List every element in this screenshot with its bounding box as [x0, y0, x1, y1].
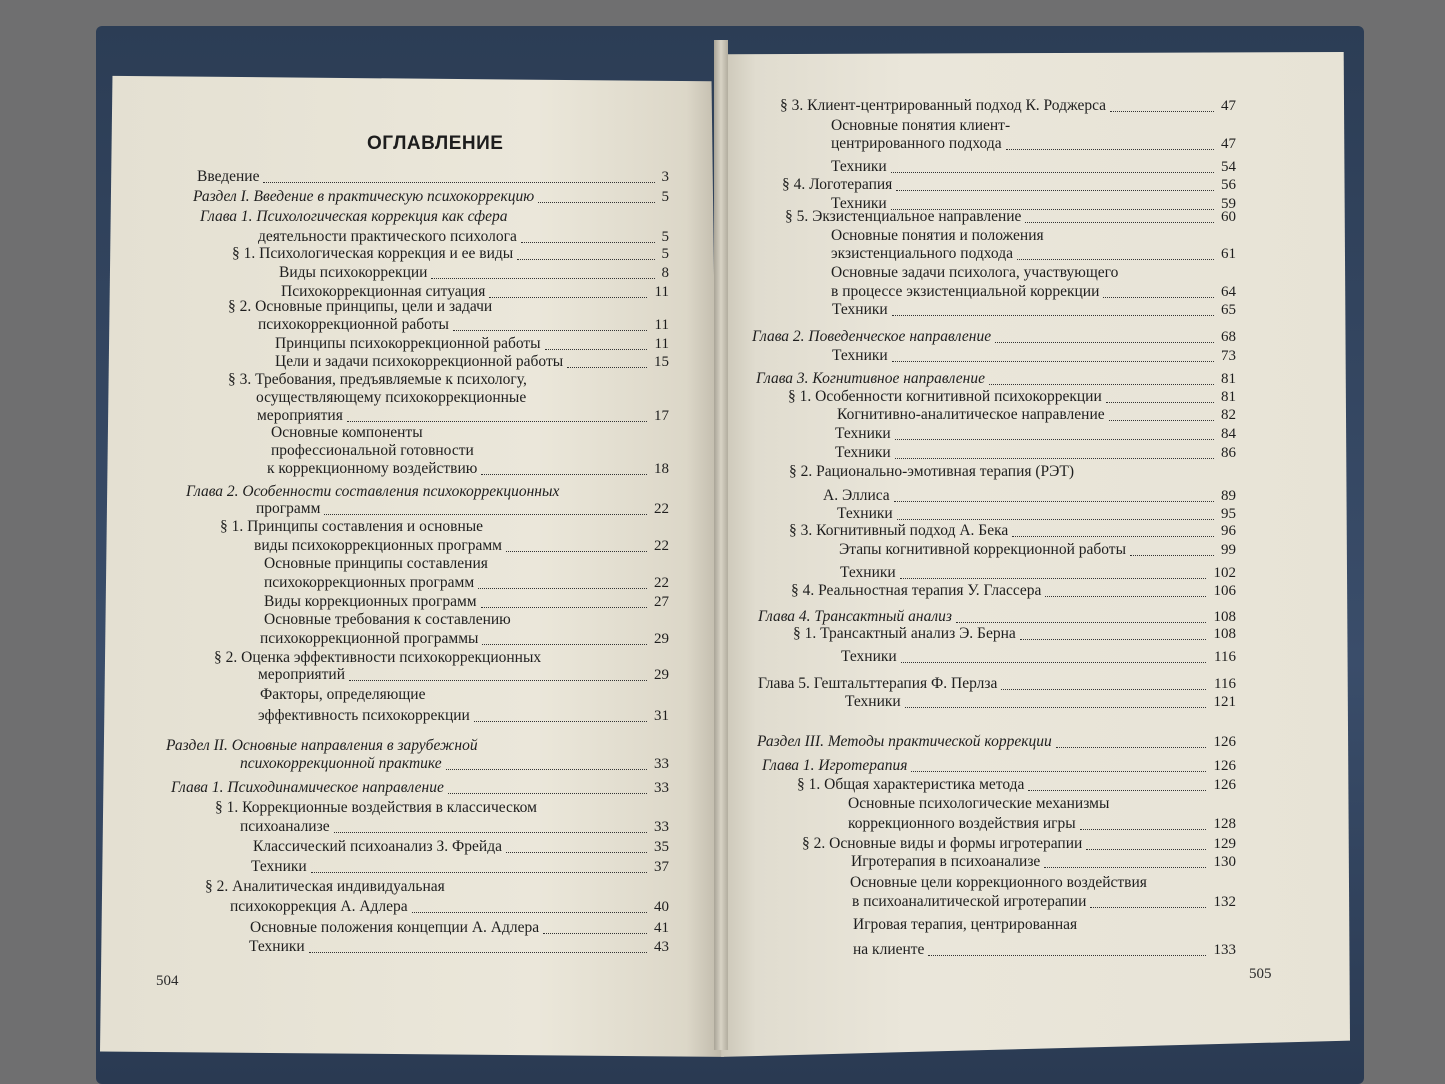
toc-entry-text: центрированного подхода	[831, 135, 1002, 152]
toc-entry-text: § 3. Когнитивный подход А. Бека	[789, 522, 1009, 539]
toc-page-number: 11	[654, 284, 669, 300]
toc-entry-text: § 4. Реальностная терапия У. Глассера	[791, 582, 1042, 599]
dot-leader	[1028, 790, 1206, 791]
toc-entry-text: § 4. Логотерапия	[782, 176, 893, 193]
toc-entry-text: Раздел II. Основные направления в зарубежной	[166, 737, 478, 754]
toc-entry-text: Основные психологические механизмы	[848, 795, 1110, 812]
toc-entry-text: психокоррекционной работы	[258, 316, 449, 333]
toc-page-number: 5	[661, 229, 669, 245]
dot-leader	[474, 721, 647, 722]
toc-entry-text: Техники	[835, 444, 891, 461]
toc-entry-text: Техники	[831, 195, 887, 212]
toc-entry-text: к коррекционному воздействию	[267, 460, 478, 477]
toc-entry-text: Этапы когнитивной коррекционной работы	[839, 541, 1126, 558]
toc-entry-text: Глава 3. Когнитивное направление	[756, 370, 986, 387]
toc-page-number: 126	[1213, 734, 1236, 750]
dot-leader	[911, 771, 1206, 772]
toc-entry-text: Основные требования к составлению	[264, 611, 511, 628]
toc-entry-text: Основные цели коррекционного воздействия	[850, 874, 1147, 891]
toc-entry-text: § 1. Трансактный анализ Э. Берна	[793, 625, 1016, 642]
dot-leader	[895, 439, 1214, 440]
dot-leader	[896, 190, 1214, 191]
toc-page-number: 89	[1221, 488, 1236, 504]
dot-leader	[928, 955, 1206, 956]
toc-entry-text: § 1. Принципы составления и основные	[220, 518, 484, 535]
toc-page-number: 5	[661, 246, 669, 262]
dot-leader	[324, 514, 647, 515]
dot-leader	[995, 342, 1214, 343]
toc-page-number: 47	[1221, 98, 1236, 114]
toc-page-number: 73	[1221, 348, 1236, 364]
toc-entry-text: Виды коррекционных программ	[264, 593, 477, 610]
dot-leader	[349, 680, 647, 681]
toc-entry-text: § 1. Общая характеристика метода	[797, 776, 1025, 793]
toc-entry-text: Глава 5. Гештальттерапия Ф. Перлза	[758, 675, 998, 692]
toc-page-number: 47	[1221, 136, 1236, 152]
dot-leader	[897, 519, 1214, 520]
toc-entry-text: Глава 4. Трансактный анализ	[758, 608, 952, 625]
toc-page-number: 27	[654, 594, 669, 610]
toc-entry-text: коррекционного воздействия игры	[848, 815, 1076, 832]
dot-leader	[1080, 829, 1206, 830]
toc-page-number: 40	[654, 899, 669, 915]
toc-page-number: 61	[1221, 246, 1236, 262]
toc-page-number: 81	[1221, 389, 1236, 405]
toc-entry-text: § 5. Экзистенциальное направление	[785, 208, 1022, 225]
toc-entry-text: эффективность психокоррекции	[258, 707, 470, 724]
toc-page-number: 86	[1221, 445, 1236, 461]
toc-entry-text: Техники	[251, 858, 307, 875]
toc-entry-text: § 1. Коррекционные воздействия в классическом	[215, 799, 537, 816]
toc-entry-text: психокоррекционной практике	[240, 755, 442, 772]
dot-leader	[905, 707, 1206, 708]
dot-leader	[481, 607, 647, 608]
toc-entry-text: А. Эллиса	[823, 487, 890, 504]
toc-page-number: 37	[654, 859, 669, 875]
toc-entry-text: Техники	[837, 505, 893, 522]
dot-leader	[334, 832, 647, 833]
toc-entry-text: на клиенте	[853, 941, 925, 958]
toc-page-number: 95	[1221, 506, 1236, 522]
toc-entry-text: Техники	[832, 301, 888, 318]
toc-entry-text: психокоррекционной программы	[260, 630, 479, 647]
toc-page-number: 84	[1221, 426, 1236, 442]
dot-leader	[1090, 907, 1206, 908]
dot-leader	[448, 793, 647, 794]
toc-page-number: 106	[1213, 583, 1236, 599]
toc-entry-text: Глава 2. Особенности составления психокоррекционных	[186, 483, 560, 500]
dot-leader	[446, 769, 647, 770]
dot-leader	[431, 278, 655, 279]
toc-page-number: 126	[1213, 777, 1236, 793]
toc-entry-text: деятельности практического психолога	[258, 228, 517, 245]
toc-entry-text: мероприятий	[258, 666, 346, 683]
toc-entry-text: Техники	[840, 564, 896, 581]
toc-page-number: 68	[1221, 329, 1236, 345]
toc-entry-text: психокоррекция А. Адлера	[230, 898, 408, 915]
toc-entry-text: Игротерапия в психоанализе	[851, 853, 1041, 870]
dot-leader	[309, 952, 647, 953]
toc-entry-text: § 1. Особенности когнитивной психокоррекции	[788, 388, 1102, 405]
dot-leader	[1001, 689, 1206, 690]
toc-entry-text: виды психокоррекционных программ	[254, 537, 502, 554]
toc-entry-text: Техники	[832, 347, 888, 364]
toc-page-number: 33	[654, 780, 669, 796]
dot-leader	[1012, 536, 1214, 537]
toc-entry-text: Техники	[249, 938, 305, 955]
toc-entry-text: Психокоррекционная ситуация	[281, 283, 486, 300]
toc-entry-text: профессиональной готовности	[271, 442, 474, 459]
toc-page-number: 35	[654, 839, 669, 855]
toc-entry-text: Техники	[831, 158, 887, 175]
toc-entry-text: Раздел III. Методы практической коррекции	[757, 733, 1052, 750]
toc-entry-text: Основные понятия и положения	[831, 227, 1044, 244]
toc-page-number: 22	[654, 501, 669, 517]
toc-entry-text: § 3. Клиент-центрированный подход К. Роджерса	[780, 97, 1107, 114]
toc-entry-text: Основные понятия клиент-	[831, 117, 1011, 134]
toc-entry-text: Глава 1. Психодинамическое направление	[171, 779, 444, 796]
toc-page-number: 54	[1221, 159, 1236, 175]
dot-leader	[347, 421, 647, 422]
toc-page-number: 33	[654, 819, 669, 835]
toc-entry-text: психокоррекционных программ	[264, 574, 475, 591]
toc-entry-text: Основные положения концепции А. Адлера	[250, 919, 540, 936]
toc-page-number: 130	[1213, 854, 1236, 870]
toc-page-number: 11	[654, 317, 669, 333]
toc-entry-text: мероприятия	[257, 407, 343, 424]
toc-title: ОГЛАВЛЕНИЕ	[367, 133, 504, 154]
toc-page-number: 99	[1221, 542, 1236, 558]
toc-page-number: 132	[1213, 894, 1236, 910]
dot-leader	[506, 551, 647, 552]
dot-leader	[1020, 639, 1206, 640]
toc-page-number: 60	[1221, 209, 1236, 225]
toc-page-number: 8	[661, 265, 669, 281]
toc-entry-text: Основные компоненты	[271, 424, 423, 441]
toc-page-number: 18	[654, 461, 669, 477]
toc-page-number: 102	[1213, 565, 1236, 581]
toc-page-number: 121	[1213, 694, 1236, 710]
toc-entry-text: в процессе экзистенциальной коррекции	[831, 283, 1100, 300]
toc-entry-text: программ	[256, 500, 321, 517]
dot-leader	[1044, 867, 1206, 868]
dot-leader	[453, 330, 647, 331]
dot-leader	[263, 182, 655, 183]
toc-page-number: 3	[661, 169, 669, 185]
toc-entry-text: Глава 1. Игротерапия	[762, 757, 908, 774]
toc-page-number: 17	[654, 408, 669, 424]
dot-leader	[891, 172, 1214, 173]
toc-entry-text: Факторы, определяющие	[260, 686, 426, 703]
dot-leader	[1025, 222, 1214, 223]
toc-entry-text: экзистенциального подхода	[831, 245, 1013, 262]
toc-page-number: 64	[1221, 284, 1236, 300]
dot-leader	[311, 872, 647, 873]
dot-leader	[892, 361, 1214, 362]
toc-entry-text: Основные принципы составления	[264, 555, 488, 572]
toc-entry-text: § 2. Основные принципы, цели и задачи	[228, 298, 493, 315]
toc-page-number: 5	[661, 189, 669, 205]
toc-page-number: 108	[1213, 609, 1236, 625]
toc-entry-text: Введение	[197, 168, 260, 185]
toc-page-number: 31	[654, 708, 669, 724]
toc-page-number: 129	[1213, 836, 1236, 852]
toc-page-number: 29	[654, 667, 669, 683]
toc-page-number: 65	[1221, 302, 1236, 318]
toc-entry-text: § 2. Рационально-эмотивная терапия (РЭТ)	[789, 463, 1075, 480]
dot-leader	[412, 912, 647, 913]
toc-page-number: 126	[1213, 758, 1236, 774]
dot-leader	[1086, 849, 1206, 850]
toc-page-number: 41	[654, 920, 669, 936]
dot-leader	[1006, 149, 1214, 150]
toc-page-number: 56	[1221, 177, 1236, 193]
toc-entry-text: § 2. Основные виды и формы игротерапии	[802, 835, 1083, 852]
toc-entry-text: Техники	[835, 425, 891, 442]
toc-page-number: 96	[1221, 523, 1236, 539]
toc-entry-text: Игровая терапия, центрированная	[853, 916, 1078, 933]
toc-page-number: 15	[654, 354, 669, 370]
toc-entry-text: в психоаналитической игротерапии	[852, 893, 1087, 910]
toc-entry-text: Принципы психокоррекционной работы	[275, 335, 541, 352]
dot-leader	[478, 588, 647, 589]
toc-page-number: 133	[1213, 942, 1236, 958]
dot-leader	[1017, 259, 1214, 260]
toc-page-number: 33	[654, 756, 669, 772]
toc-entry-text: Техники	[841, 648, 897, 665]
dot-leader	[894, 501, 1214, 502]
toc-entry-text: Глава 2. Поведенческое направление	[752, 328, 992, 345]
toc-page-number: 59	[1221, 196, 1236, 212]
toc-entry-text: Виды психокоррекции	[279, 264, 428, 281]
toc-page-number: 128	[1213, 816, 1236, 832]
dot-leader	[1045, 596, 1206, 597]
dot-leader	[481, 474, 647, 475]
dot-leader	[895, 458, 1214, 459]
toc-entry-text: психоанализе	[240, 818, 330, 835]
toc-entry-text: Классический психоанализ З. Фрейда	[253, 838, 502, 855]
right-page-number: 505	[1249, 966, 1272, 982]
toc-page-number: 11	[654, 336, 669, 352]
toc-page-number: 43	[654, 939, 669, 955]
dot-leader	[901, 662, 1206, 663]
dot-leader	[489, 297, 647, 298]
toc-entry-text: осуществляющему психокоррекционные	[256, 389, 527, 406]
left-page-number: 504	[156, 973, 179, 989]
toc-page-number: 81	[1221, 371, 1236, 387]
dot-leader	[1056, 747, 1206, 748]
toc-entry-text: § 1. Психологическая коррекция и ее виды	[232, 245, 514, 262]
dot-leader	[989, 384, 1214, 385]
toc-entry-text: § 2. Оценка эффективности психокоррекционных	[214, 649, 542, 666]
toc-entry-text: Когнитивно-аналитическое направление	[837, 406, 1105, 423]
toc-entry-text: Раздел I. Введение в практическую психокоррекцию	[193, 188, 535, 205]
toc-page-number: 116	[1214, 676, 1236, 692]
toc-page-number: 116	[1214, 649, 1236, 665]
dot-leader	[892, 315, 1214, 316]
toc-page-number: 22	[654, 575, 669, 591]
dot-leader	[506, 852, 647, 853]
toc-entry-text: Техники	[845, 693, 901, 710]
dot-leader	[482, 644, 647, 645]
toc-entry-text: Глава 1. Психологическая коррекция как сфера	[200, 208, 508, 225]
toc-entry-text: Основные задачи психолога, участвующего	[831, 264, 1119, 281]
toc-entry-text: Цели и задачи психокоррекционной работы	[275, 353, 564, 370]
toc-entry-text: § 2. Аналитическая индивидуальная	[205, 878, 445, 895]
dot-leader	[900, 578, 1206, 579]
book-gutter	[714, 40, 728, 1050]
toc-page-number: 82	[1221, 407, 1236, 423]
dot-leader	[956, 622, 1206, 623]
toc-page-number: 29	[654, 631, 669, 647]
toc-page-number: 22	[654, 538, 669, 554]
toc-page-number: 108	[1213, 626, 1236, 642]
toc-entry-text: § 3. Требования, предъявляемые к психологу,	[228, 371, 527, 388]
